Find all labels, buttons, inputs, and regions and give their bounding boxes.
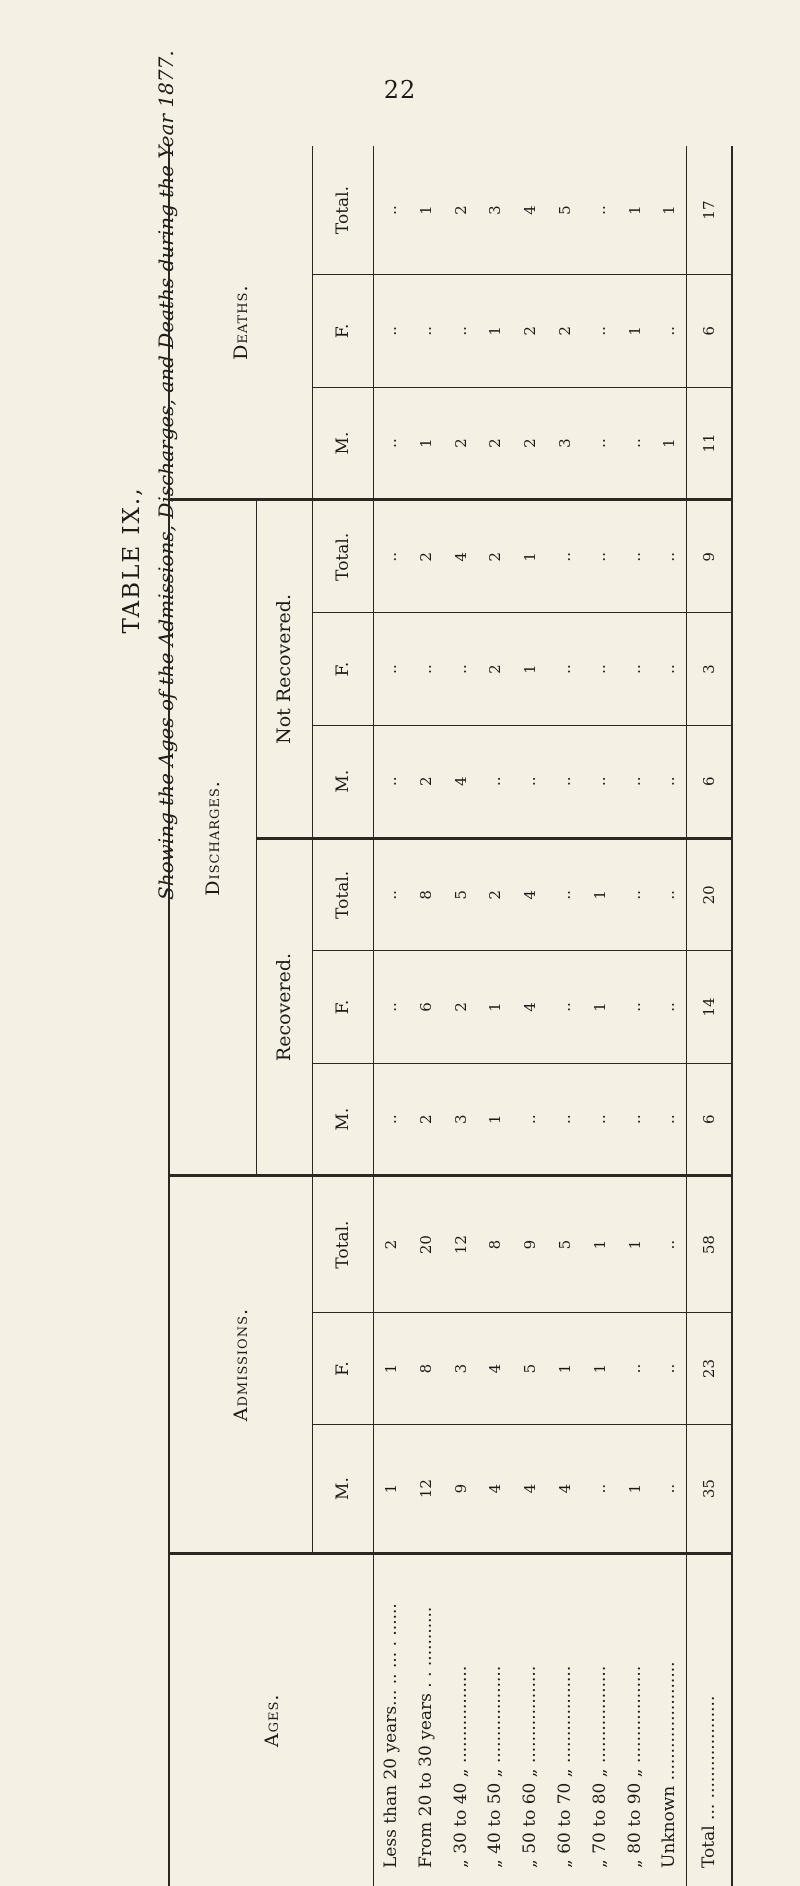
cell-adm-m: 9 bbox=[443, 1425, 478, 1553]
total-d-t: 17 bbox=[687, 146, 732, 275]
cell-nr-m: .. bbox=[548, 725, 583, 838]
cell-adm-t: 12 bbox=[443, 1176, 478, 1312]
cell-nr-f: .. bbox=[582, 613, 617, 726]
age-label: „ 80 to 90 „ .................. bbox=[624, 1665, 645, 1868]
cell-rec-f: .. bbox=[548, 951, 583, 1064]
age-label: Less than 20 years... .. ... . ...... bbox=[374, 1553, 409, 1886]
cell-rec-m: .. bbox=[548, 1063, 583, 1176]
table-row bbox=[478, 146, 513, 1886]
cell-adm-t: 1 bbox=[617, 1176, 652, 1312]
cell-nr-m: 2 bbox=[409, 725, 444, 838]
header-discharges: Discharges. bbox=[169, 500, 256, 1176]
cell-rec-t: 8 bbox=[409, 838, 444, 951]
header-col-nr-t: Total. bbox=[312, 500, 373, 613]
cell-nr-m: .. bbox=[617, 725, 652, 838]
table-row bbox=[617, 146, 652, 1886]
cell-rec-m: 3 bbox=[443, 1063, 478, 1176]
cell-rec-m: .. bbox=[513, 1063, 548, 1176]
cell-rec-f: .. bbox=[374, 951, 409, 1064]
cell-nr-t: 2 bbox=[409, 500, 444, 613]
header-col-rec-t: Total. bbox=[312, 838, 373, 951]
table-row bbox=[652, 146, 687, 1886]
header-col-nr-m: M. bbox=[312, 725, 373, 838]
ages-table bbox=[168, 146, 733, 1886]
cell-adm-t: 2 bbox=[374, 1176, 409, 1312]
table-row bbox=[582, 146, 617, 1886]
cell-d-t: 1 bbox=[617, 146, 652, 275]
cell-rec-f: .. bbox=[652, 951, 687, 1064]
header-col-rec-m: M. bbox=[312, 1063, 373, 1176]
cell-adm-m: 1 bbox=[617, 1425, 652, 1553]
cell-adm-f: 1 bbox=[374, 1312, 409, 1425]
cell-rec-f: 6 bbox=[409, 951, 444, 1064]
age-label: „ 40 to 50 „ .................. bbox=[485, 1665, 506, 1868]
total-nr-f: 3 bbox=[687, 613, 732, 726]
table-row bbox=[409, 146, 444, 1886]
cell-nr-t: .. bbox=[374, 500, 409, 613]
cell-adm-m: .. bbox=[652, 1425, 687, 1553]
cell-rec-m: .. bbox=[652, 1063, 687, 1176]
cell-d-m: 2 bbox=[513, 387, 548, 500]
cell-rec-m: .. bbox=[617, 1063, 652, 1176]
cell-nr-t: .. bbox=[652, 500, 687, 613]
cell-rec-f: 4 bbox=[513, 951, 548, 1064]
cell-adm-t: 20 bbox=[409, 1176, 444, 1312]
age-label: „ 60 to 70 „ .................. bbox=[555, 1665, 576, 1868]
cell-adm-m: 4 bbox=[478, 1425, 513, 1553]
header-col-adm-t: Total. bbox=[312, 1176, 373, 1312]
cell-nr-f: .. bbox=[617, 613, 652, 726]
total-nr-m: 6 bbox=[687, 725, 732, 838]
cell-nr-m: .. bbox=[652, 725, 687, 838]
cell-d-f: 1 bbox=[478, 275, 513, 388]
cell-rec-t: .. bbox=[652, 838, 687, 951]
cell-d-t: 2 bbox=[443, 146, 478, 275]
cell-nr-m: .. bbox=[582, 725, 617, 838]
cell-adm-t: 8 bbox=[478, 1176, 513, 1312]
age-label: From 20 to 30 years . . ........... bbox=[415, 1606, 436, 1868]
header-not-recovered: Not Recovered. bbox=[256, 500, 312, 838]
header-col-d-f: F. bbox=[312, 275, 373, 388]
table-row bbox=[374, 146, 409, 1886]
cell-rec-t: .. bbox=[548, 838, 583, 951]
cell-adm-f: .. bbox=[617, 1312, 652, 1425]
cell-d-t: 1 bbox=[409, 146, 444, 275]
cell-d-f: 1 bbox=[617, 275, 652, 388]
cell-adm-f: 5 bbox=[513, 1312, 548, 1425]
cell-nr-t: .. bbox=[617, 500, 652, 613]
cell-d-f: 2 bbox=[548, 275, 583, 388]
cell-nr-f: .. bbox=[652, 613, 687, 726]
cell-d-t: .. bbox=[374, 146, 409, 275]
cell-nr-f: .. bbox=[548, 613, 583, 726]
cell-adm-m: .. bbox=[582, 1425, 617, 1553]
cell-rec-t: .. bbox=[617, 838, 652, 951]
totals-row bbox=[687, 146, 732, 1886]
header-recovered: Recovered. bbox=[256, 838, 312, 1176]
total-adm-f: 23 bbox=[687, 1312, 732, 1425]
cell-d-f: .. bbox=[374, 275, 409, 388]
cell-rec-f: 1 bbox=[478, 951, 513, 1064]
cell-nr-m: .. bbox=[374, 725, 409, 838]
table-label: TABLE IX., bbox=[119, 486, 145, 634]
total-nr-t: 9 bbox=[687, 500, 732, 613]
cell-d-t: 5 bbox=[548, 146, 583, 275]
age-label: „ 70 to 80 „ .................. bbox=[589, 1665, 610, 1868]
cell-nr-f: .. bbox=[374, 613, 409, 726]
cell-nr-m: .. bbox=[513, 725, 548, 838]
cell-d-f: .. bbox=[652, 275, 687, 388]
total-adm-m: 35 bbox=[687, 1425, 732, 1553]
cell-nr-f: 1 bbox=[513, 613, 548, 726]
cell-adm-m: 12 bbox=[409, 1425, 444, 1553]
cell-adm-f: 4 bbox=[478, 1312, 513, 1425]
cell-rec-f: 1 bbox=[582, 951, 617, 1064]
cell-d-t: .. bbox=[582, 146, 617, 275]
cell-d-m: 2 bbox=[478, 387, 513, 500]
cell-adm-f: 8 bbox=[409, 1312, 444, 1425]
table-row bbox=[443, 146, 478, 1886]
cell-rec-t: 1 bbox=[582, 838, 617, 951]
total-label: Total ... ................... bbox=[687, 1553, 732, 1886]
cell-rec-t: .. bbox=[374, 838, 409, 951]
cell-d-t: 4 bbox=[513, 146, 548, 275]
cell-rec-m: 2 bbox=[409, 1063, 444, 1176]
table-row bbox=[548, 146, 583, 1886]
cell-nr-f: 2 bbox=[478, 613, 513, 726]
header-col-d-m: M. bbox=[312, 387, 373, 500]
cell-rec-t: 2 bbox=[478, 838, 513, 951]
cell-rec-f: .. bbox=[617, 951, 652, 1064]
header-col-nr-f: F. bbox=[312, 613, 373, 726]
age-label: „ 30 to 40 „ .................. bbox=[450, 1665, 471, 1868]
cell-adm-t: .. bbox=[652, 1176, 687, 1312]
cell-adm-f: 3 bbox=[443, 1312, 478, 1425]
cell-rec-t: 4 bbox=[513, 838, 548, 951]
header-admissions: Admissions. bbox=[169, 1176, 312, 1553]
cell-d-m: 1 bbox=[652, 387, 687, 500]
cell-rec-m: .. bbox=[374, 1063, 409, 1176]
cell-nr-m: .. bbox=[478, 725, 513, 838]
cell-nr-f: .. bbox=[409, 613, 444, 726]
cell-nr-m: 4 bbox=[443, 725, 478, 838]
total-d-f: 6 bbox=[687, 275, 732, 388]
cell-d-m: .. bbox=[617, 387, 652, 500]
cell-adm-f: .. bbox=[652, 1312, 687, 1425]
cell-d-m: .. bbox=[374, 387, 409, 500]
header-col-adm-f: F. bbox=[312, 1312, 373, 1425]
page-number: 22 bbox=[383, 76, 417, 104]
total-rec-m: 6 bbox=[687, 1063, 732, 1176]
cell-adm-t: 1 bbox=[582, 1176, 617, 1312]
total-adm-t: 58 bbox=[687, 1176, 732, 1312]
cell-d-t: 3 bbox=[478, 146, 513, 275]
header-col-rec-f: F. bbox=[312, 951, 373, 1064]
cell-adm-t: 5 bbox=[548, 1176, 583, 1312]
cell-rec-t: 5 bbox=[443, 838, 478, 951]
cell-d-f: 2 bbox=[513, 275, 548, 388]
header-ages: Ages. bbox=[169, 1553, 374, 1886]
header-col-d-t: Total. bbox=[312, 146, 373, 275]
cell-rec-m: .. bbox=[582, 1063, 617, 1176]
cell-adm-m: 4 bbox=[548, 1425, 583, 1553]
cell-adm-f: 1 bbox=[548, 1312, 583, 1425]
cell-adm-t: 9 bbox=[513, 1176, 548, 1312]
rotated-table-container bbox=[168, 146, 733, 1886]
cell-d-f: .. bbox=[443, 275, 478, 388]
age-label: „ 50 to 60 „ .................. bbox=[520, 1665, 541, 1868]
cell-d-m: 1 bbox=[409, 387, 444, 500]
cell-nr-f: .. bbox=[443, 613, 478, 726]
cell-d-t: 1 bbox=[652, 146, 687, 275]
total-rec-f: 14 bbox=[687, 951, 732, 1064]
total-rec-t: 20 bbox=[687, 838, 732, 951]
header-col-adm-m: M. bbox=[312, 1425, 373, 1553]
cell-nr-t: .. bbox=[548, 500, 583, 613]
cell-d-f: .. bbox=[409, 275, 444, 388]
cell-nr-t: 1 bbox=[513, 500, 548, 613]
cell-adm-f: 1 bbox=[582, 1312, 617, 1425]
cell-adm-m: 1 bbox=[374, 1425, 409, 1553]
cell-rec-f: 2 bbox=[443, 951, 478, 1064]
table-row bbox=[513, 146, 548, 1886]
total-d-m: 11 bbox=[687, 387, 732, 500]
cell-d-m: 3 bbox=[548, 387, 583, 500]
cell-adm-m: 4 bbox=[513, 1425, 548, 1553]
cell-d-m: 2 bbox=[443, 387, 478, 500]
age-label: Unknown ...................... bbox=[659, 1661, 680, 1868]
cell-rec-m: 1 bbox=[478, 1063, 513, 1176]
header-deaths: Deaths. bbox=[169, 146, 312, 500]
table-title: Showing the Ages of the Admissions, Discharges, and Deaths during the Year 1877. bbox=[154, 50, 178, 900]
cell-nr-t: .. bbox=[582, 500, 617, 613]
cell-nr-t: 4 bbox=[443, 500, 478, 613]
cell-d-m: .. bbox=[582, 387, 617, 500]
cell-d-f: .. bbox=[582, 275, 617, 388]
cell-nr-t: 2 bbox=[478, 500, 513, 613]
